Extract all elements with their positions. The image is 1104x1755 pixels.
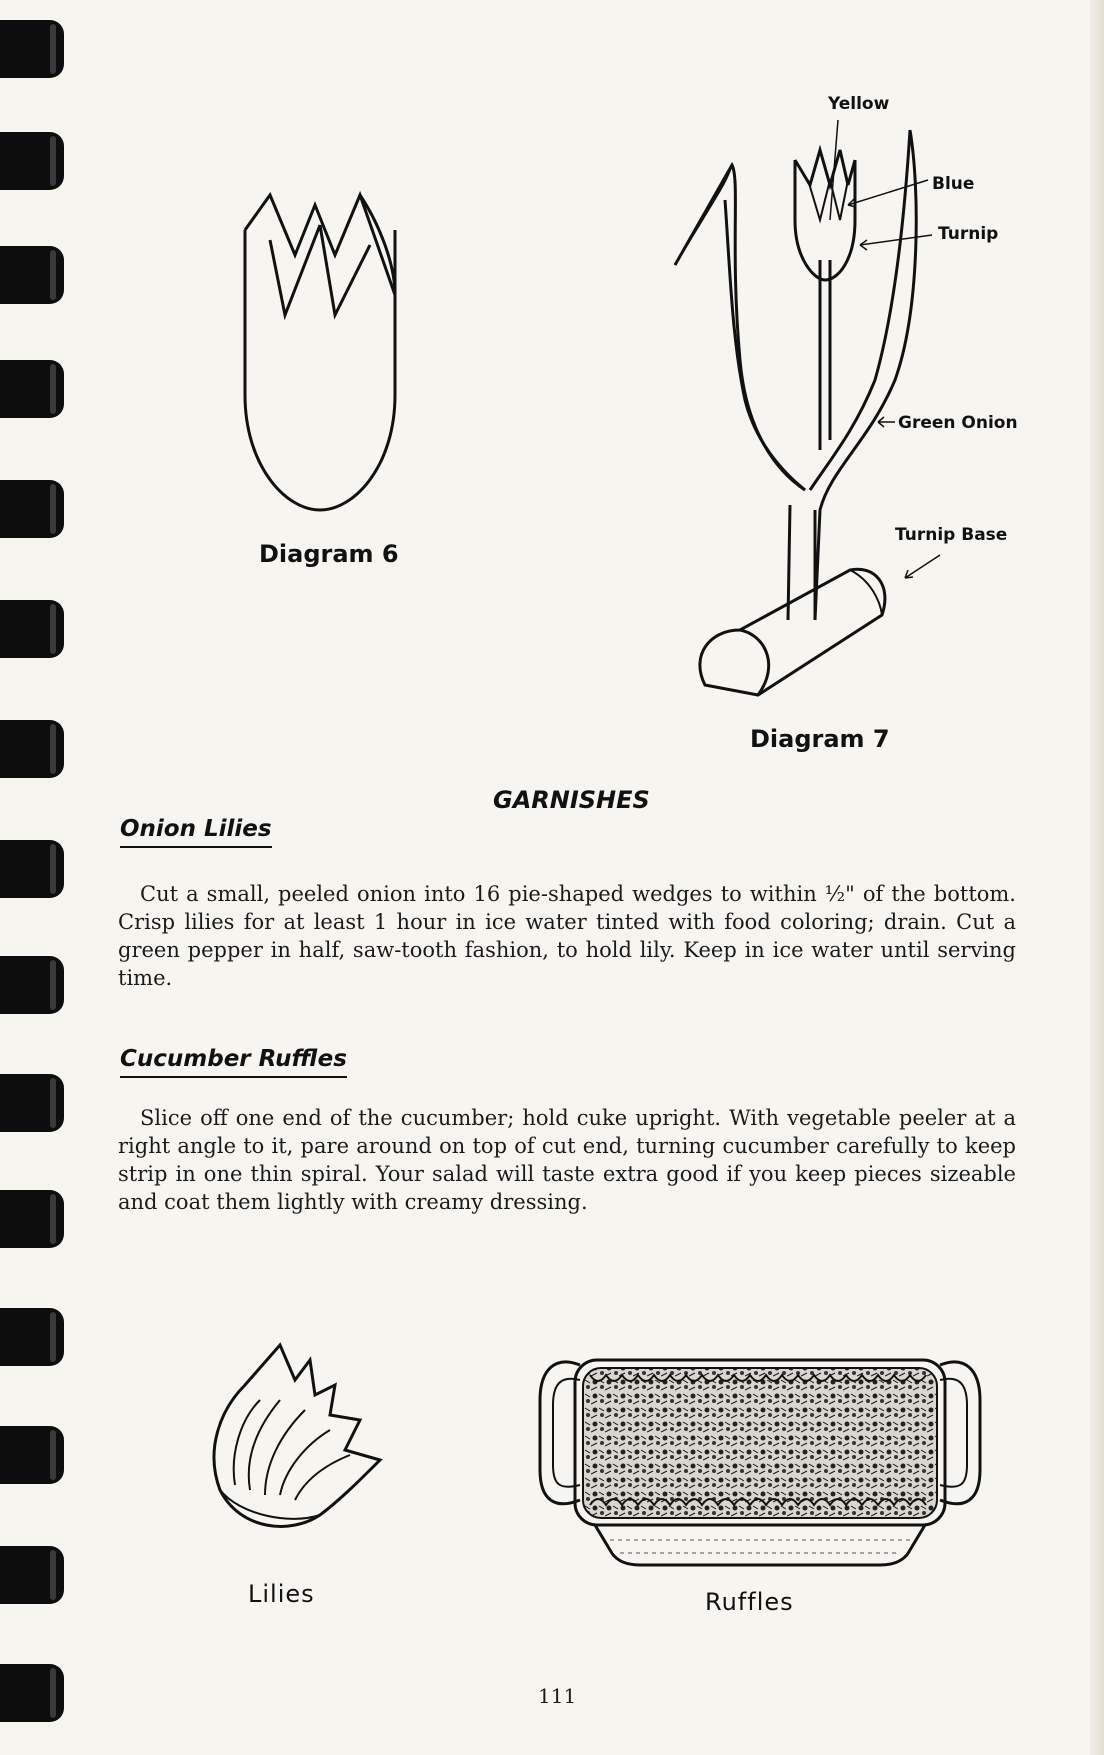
- onion-lilies-heading: Onion Lilies: [120, 816, 272, 848]
- label-yellow: Yellow: [828, 94, 890, 114]
- binding-ring: [0, 132, 70, 192]
- binding-ring: [0, 1426, 70, 1486]
- cucumber-ruffles-heading: Cucumber Ruffles: [120, 1046, 347, 1078]
- label-blue: Blue: [932, 174, 975, 194]
- binding-ring: [0, 1308, 70, 1368]
- binding-ring: [0, 1664, 70, 1724]
- diagram-6-caption: Diagram 6: [259, 540, 399, 568]
- binding-ring: [0, 480, 70, 540]
- ruffles-caption: Ruffles: [705, 1588, 794, 1616]
- page-number: 111: [538, 1684, 577, 1708]
- onion-lilies-text: Cut a small, peeled onion into 16 pie-shaped wedges to within ½" of the bottom. Crisp lilies for at least 1 hour in ice water tinted with food coloring; drain. Cut a green pepper in half, saw-tooth fashion, to hold lily. Keep in ice water until serving time.: [118, 882, 1016, 990]
- binding-ring: [0, 840, 70, 900]
- binding-ring: [0, 600, 70, 660]
- lilies-caption: Lilies: [248, 1580, 315, 1608]
- label-turnip: Turnip: [938, 224, 999, 244]
- binding-ring: [0, 246, 70, 306]
- binding-ring: [0, 720, 70, 780]
- binding-ring: [0, 1190, 70, 1250]
- cucumber-ruffles-text: Slice off one end of the cucumber; hold cuke upright. With vegetable peeler at a right angle to it, pare around on top of cut end, turning cucumber carefully to keep strip in one thin spiral. Your salad will taste extra good if you keep pieces sizeable and coat them lightly with creamy dressing.: [118, 1106, 1016, 1214]
- binding-ring: [0, 956, 70, 1016]
- section-title: GARNISHES: [493, 786, 650, 814]
- label-turnip-base: Turnip Base: [895, 525, 1008, 545]
- diagram-7-illustration: [670, 110, 930, 710]
- binding-ring: [0, 1074, 70, 1134]
- ruffles-illustration: [535, 1350, 985, 1570]
- lilies-illustration: [200, 1340, 390, 1540]
- diagram-6-illustration: [230, 185, 410, 515]
- binding-ring: [0, 20, 70, 80]
- binding-ring: [0, 360, 70, 420]
- label-green-onion: Green Onion: [898, 413, 1018, 433]
- diagram-7-caption: Diagram 7: [750, 725, 890, 753]
- binding-ring: [0, 1546, 70, 1606]
- page-edge: [1090, 0, 1104, 1755]
